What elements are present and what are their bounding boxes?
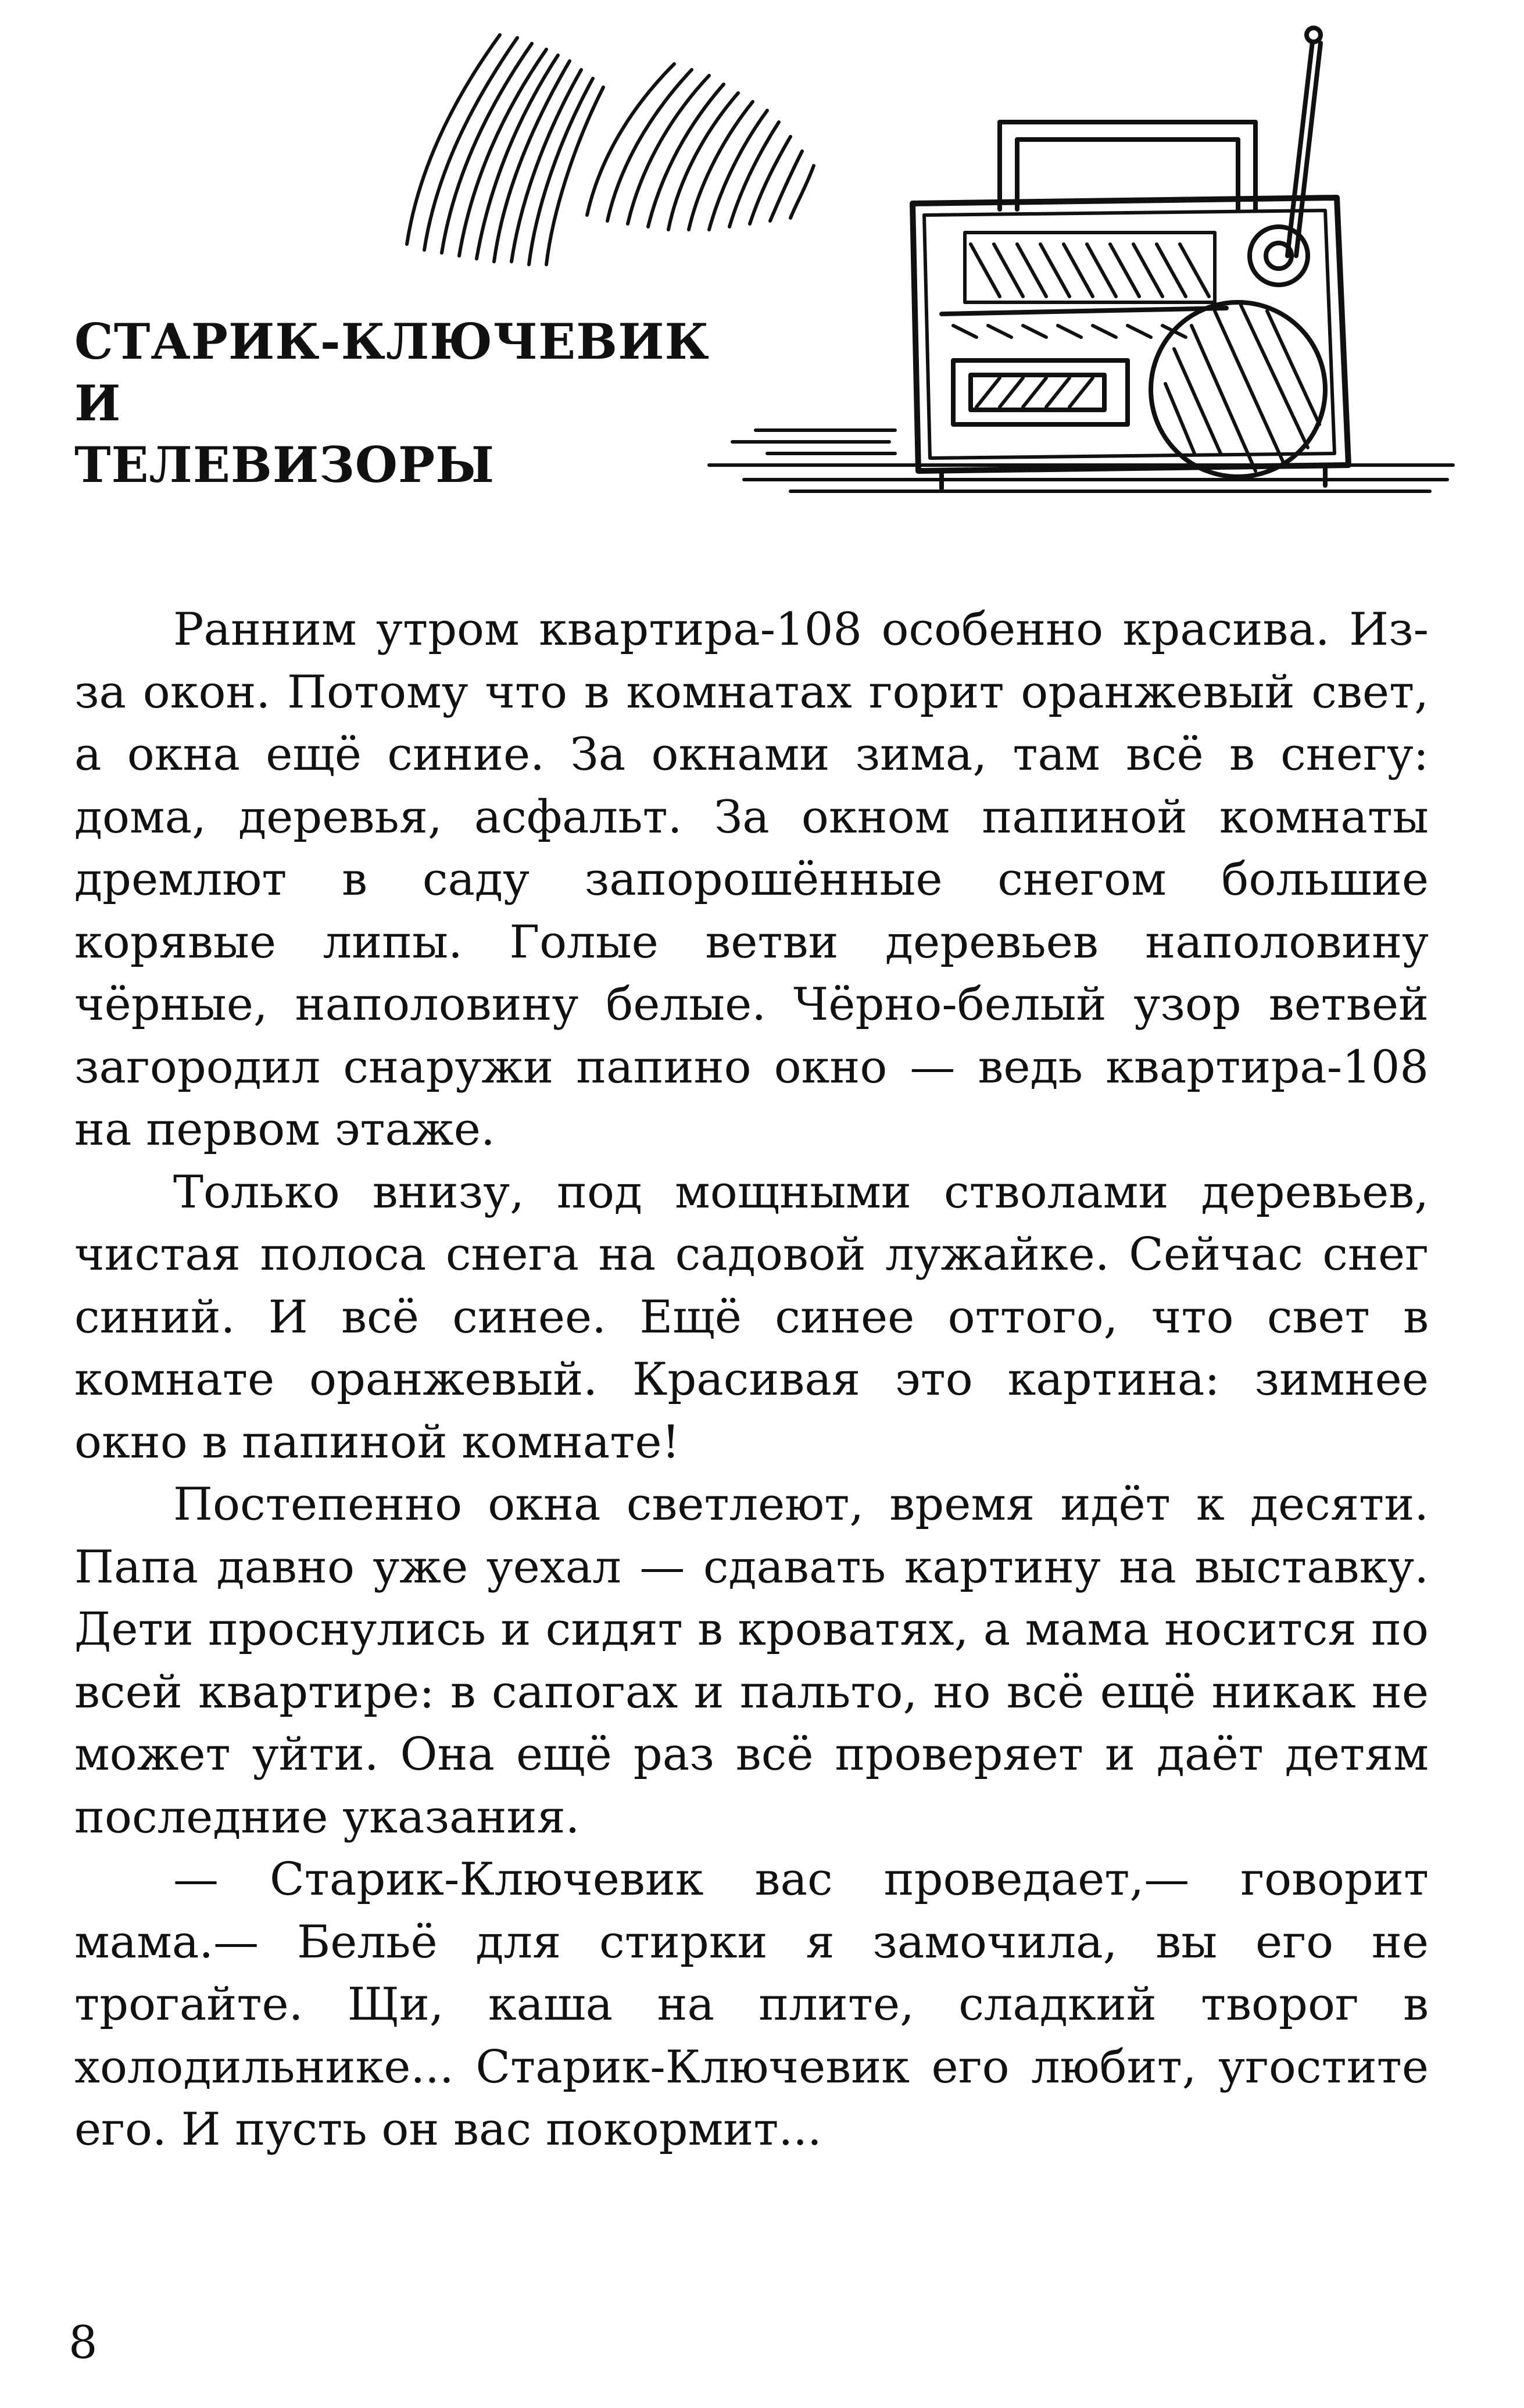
speaker-icon	[1151, 302, 1325, 477]
sound-waves-icon	[407, 35, 814, 265]
paragraph-3: Постепенно окна светлеют, время идёт к десяти. Папа давно уже уехал — сдавать картину на выставку. Дети проснулись и сидят в кроватях, а мама носится по всей квартире: в сапогах и пальто, но всё ещё никак не может уйти. Она ещё раз всё проверяет и даёт детям последние указания.	[74, 1478, 1429, 1843]
cassette-deck-icon	[953, 360, 1128, 424]
chapter-title-line-1: СТАРИК-КЛЮЧЕВИК	[74, 313, 710, 370]
story-text	[74, 599, 1429, 2162]
paragraph-4: — Старик-Ключевик вас проведает,— говорит мама.— Бельё для стирки я замочила, вы его не трогайте. Щи, каша на плите, сладкий творог в холодильнике... Старик-Ключевик его любит, угостите его. И пусть он вас покормит...	[74, 1853, 1429, 2156]
page-number: 8	[69, 2317, 98, 2369]
radio-cassette-player-icon	[384, 23, 1465, 500]
table-lines	[709, 430, 1453, 491]
handle	[1000, 122, 1255, 209]
chapter-title-line-2: И	[74, 374, 121, 432]
antenna-icon	[1287, 28, 1321, 256]
paragraph-1: Ранним утром квартира-108 особенно красива. Из-за окон. Потому что в комнатах горит оранжевый свет, а окна ещё синие. За окнами зима, там всё в снегу: дома, деревья, асфальт. За окном папиной комнаты дремлют в саду запорошённые снегом большие корявые липы. Голые ветви деревьев наполовину чёрные, наполовину белые. Чёрно-белый узор ветвей загородил снаружи папино окно — ведь квартира-108 на первом этаже.	[74, 603, 1429, 1156]
paragraph-2: Только внизу, под мощными стволами деревьев, чистая полоса снега на садовой лужайке. Сейчас снег синий. И всё синее. Ещё синее оттого, что свет в комнате оранжевый. Красивая это картина: зимнее окно в папиной комнате!	[74, 1166, 1429, 1469]
radio-body	[913, 198, 1348, 471]
chapter-title-line-3: ТЕЛЕВИЗОРЫ	[74, 436, 495, 494]
volume-knob-icon	[1250, 227, 1308, 285]
